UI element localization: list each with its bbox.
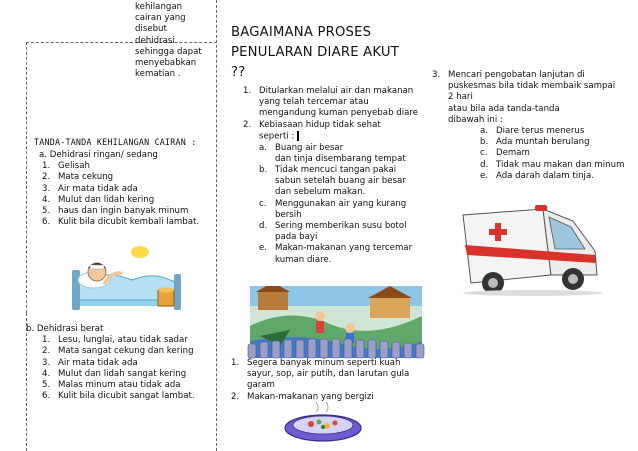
seek-treatment [432, 70, 632, 182]
list-item: 1. Lesu, lunglai, atau tidak sadar [42, 335, 188, 346]
list-item: c. Demam [480, 148, 530, 159]
ambulance-illustration [455, 205, 605, 297]
list-item: d. Sering memberikan susu botol pada bayi [259, 220, 407, 243]
list-item: b. Ada muntah berulang [480, 137, 590, 148]
list-item: a. Diare terus menerus [480, 126, 585, 137]
transmission-list [243, 86, 418, 266]
section-a [39, 150, 219, 228]
list-item: e. Ada darah dalam tinja. [480, 170, 594, 181]
list-item: 4. Mulut dan lidah sangat kering [42, 368, 187, 379]
list-item: 2. Makan-makanan yang bergizi [231, 391, 374, 402]
intro-line: kehilangan [135, 2, 183, 12]
section-a-title: a. Dehidrasi ringan/ sedang [39, 150, 158, 160]
title-line: PENULARAN DIARE AKUT [231, 45, 399, 60]
column-1-left-border [26, 42, 27, 313]
intro-line: cairan yang [135, 13, 186, 24]
list-item: c. Menggunakan air yang kurang bersih [259, 198, 407, 220]
food-plate-illustration [282, 400, 364, 444]
list-item: b. Tidak mencuci tangan pakai sabun setelah buang air besar dan sebelum makan. [259, 164, 406, 198]
list-item: 1. Segera banyak minum seperti kuah sayur, sop, air putih, dan larutan gula garam [231, 358, 410, 391]
intro-line: sehingga dapat [135, 46, 202, 57]
signs-heading: TANDA-TANDA KEHILANGAN CAIRAN : [34, 137, 197, 147]
list-item: 2. Kebiasaan hidup tidak sehat seperti : [243, 119, 381, 142]
list-item: 3. Air mata tidak ada [42, 183, 138, 194]
sub-list [259, 143, 418, 266]
page-title [231, 23, 421, 83]
list-item: 3. Mencari pengobatan lanjutan di puskesmas bila tidak membaik sampai 2 hari atau bila ada tanda-tanda dibawah ini : [432, 70, 616, 125]
intro-line: menyebabkan [135, 58, 197, 69]
list-item: e. Makan-makanan yang tercemar kuman diare. [259, 243, 413, 265]
list-item: a. Buang air besar dan tinja disembarang tempat [259, 142, 406, 164]
text-cursor [297, 131, 299, 141]
intro-text [135, 2, 215, 80]
list-item: 1. Gelisah [42, 161, 90, 172]
list-item: 3. Air mata tidak ada [42, 357, 138, 368]
intro-line: kematian . [135, 69, 181, 80]
list-item: 6. Kulit bila dicubit kembali lambat. [42, 217, 200, 228]
list-item: 5. Malas minum atau tidak ada [42, 380, 181, 391]
sick-child-illustration [62, 240, 192, 315]
list-item: 4. Mulut dan lidah kering [42, 194, 155, 205]
section-b [26, 324, 216, 402]
title-line: BAGAIMANA PROSES [231, 25, 372, 40]
list-item: d. Tidak mau makan dan minum [480, 159, 625, 170]
title-line: ?? [231, 65, 246, 80]
list-item: 2. Mata cekung [42, 172, 114, 183]
list-item: 5. haus dan ingin banyak minum [42, 206, 189, 217]
prevention-list [231, 358, 431, 403]
intro-line: disebut [135, 24, 167, 35]
list-item: 6. Kulit bila dicubit sangat lambat. [42, 391, 195, 402]
intro-line: dehidrasi [135, 35, 175, 46]
section-b-title: b. Dehidrasi berat [26, 324, 104, 334]
warning-signs [480, 126, 632, 182]
list-item: 1. Ditularkan melalui air dan makanan yang telah tercemar atau mengandung kuman penyebab diare [243, 86, 418, 119]
list-item: 2. Mata sangat cekung dan kering [42, 346, 194, 357]
